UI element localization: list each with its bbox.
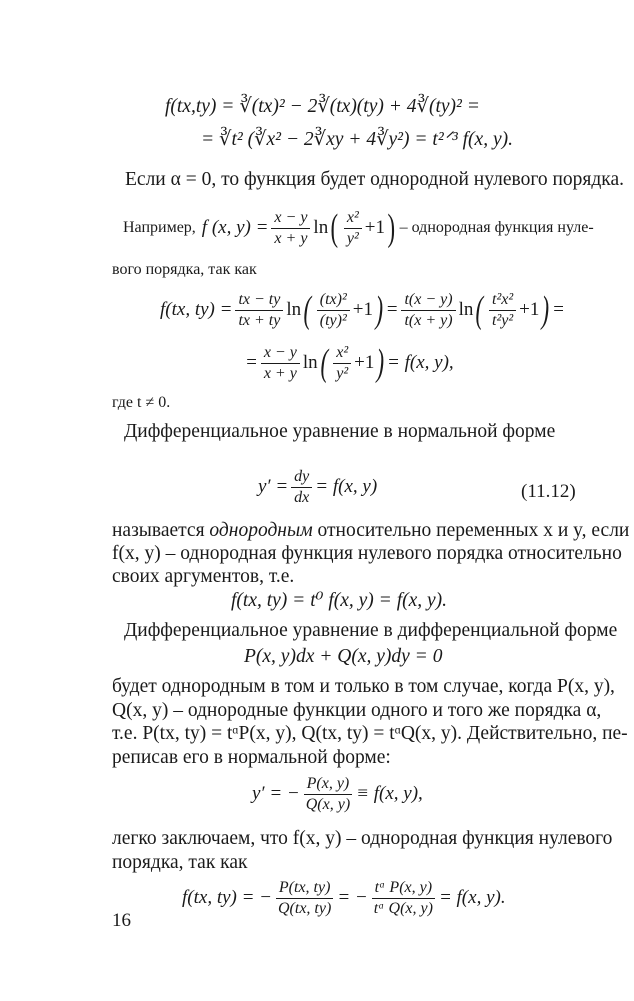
text-relative: относительно переменных x и y, если (317, 520, 630, 541)
paragraph-condition-line1: будет однородным в том и только в том случае, когда P(x, y), (112, 676, 615, 697)
paragraph-condition-line2: Q(x, y) – однородные функции одного и того же порядка α, (112, 700, 602, 721)
paragraph-condition-line4: реписав его в нормальной форме: (112, 747, 391, 768)
paragraph-differential-form: Дифференциальное уравнение в дифференциальной форме (124, 620, 618, 641)
example-continuation: вого порядка, так как (112, 261, 257, 278)
equation-line-2: = ∛t² (∛x² − 2∛xy + 4∛y²) = t²ᐟ³ f(x, y). (201, 129, 513, 150)
equation-block-1: f(tx, ty) = $\frac{tx - ty}{tx + ty}$ ln ( $\frac{\text{(tx)²}}{\text{(ty)²}}$ +1 ) = $\frac{t(x - y)}{t(x + y)}$ ln ( $\frac{\text{t²x²}}{\text{t²y²}}$ +1 ) = (160, 289, 565, 331)
example-prefix: Например, (123, 219, 196, 236)
paragraph-homogeneous-line2: f(x, y) – однородная функция нулевого порядка относительно (112, 543, 622, 564)
paragraph-homogeneous-line1 (112, 519, 629, 543)
paragraph-normal-form: Дифференциальное уравнение в нормальной форме (124, 421, 556, 442)
paragraph-condition-line3: т.е. P(tx, ty) = tᵅP(x, y), Q(tx, ty) = tᵅQ(x, y). Действительно, пе- (112, 723, 628, 744)
equation-block-2: = $\frac{x - y}{x + y}$ ln ( $\frac{\text{x²}}{\text{y²}}$ +1 ) = f(x, y), (245, 342, 454, 384)
paragraph-conclude-line2: порядка, так как (112, 852, 248, 873)
equation-number: (11.12) (521, 481, 576, 502)
equation-line-1: f(tx,ty) = ∛(tx)² − 2∛(tx)(ty) + 4∛(ty)² = (165, 96, 480, 117)
example-suffix: – однородная функция нуле- (399, 219, 594, 236)
equation-zero-order: f(tx, ty) = t⁰ f(x, y) = f(x, y). (231, 590, 448, 611)
paragraph-alpha-zero: Если α = 0, то функция будет однородной нулевого порядка. (125, 169, 625, 190)
equation-differential-form: P(x, y)dx + Q(x, y)dy = 0 (244, 646, 443, 667)
page-number: 16 (112, 910, 131, 931)
paragraph-conclude-line1: легко заключаем, что f(x, y) – однородная функция нулевого (112, 828, 613, 849)
paragraph-homogeneous-line3: своих аргументов, т.е. (112, 566, 295, 587)
equation-normal-pq: y′ = − $\frac{P(x, y)}{Q(x, y)}$ ≡ f(x, y), (252, 774, 423, 813)
example-line: Например, f (x, y) = $\frac{x - y}{x + y}$ ln ( $\frac{\text{x²}}{\text{y²}}$ +1 ) – однородная функция нуле- (123, 207, 594, 249)
term-homogeneous: однородным (209, 520, 313, 541)
condition-t: где t ≠ 0. (112, 394, 171, 411)
text-called: называется (112, 520, 205, 541)
equation-11-12: y′ = $\frac{dy}{dx}$ = f(x, y) (258, 467, 378, 506)
equation-final: f(tx, ty) = − $\frac{P(tx, ty)}{Q(tx, ty)}$ = − $\frac{\text{tᵅ P(x, y)}}{\text{tᵅ Q(x, y)}}$ = f(x, y). (182, 878, 506, 917)
